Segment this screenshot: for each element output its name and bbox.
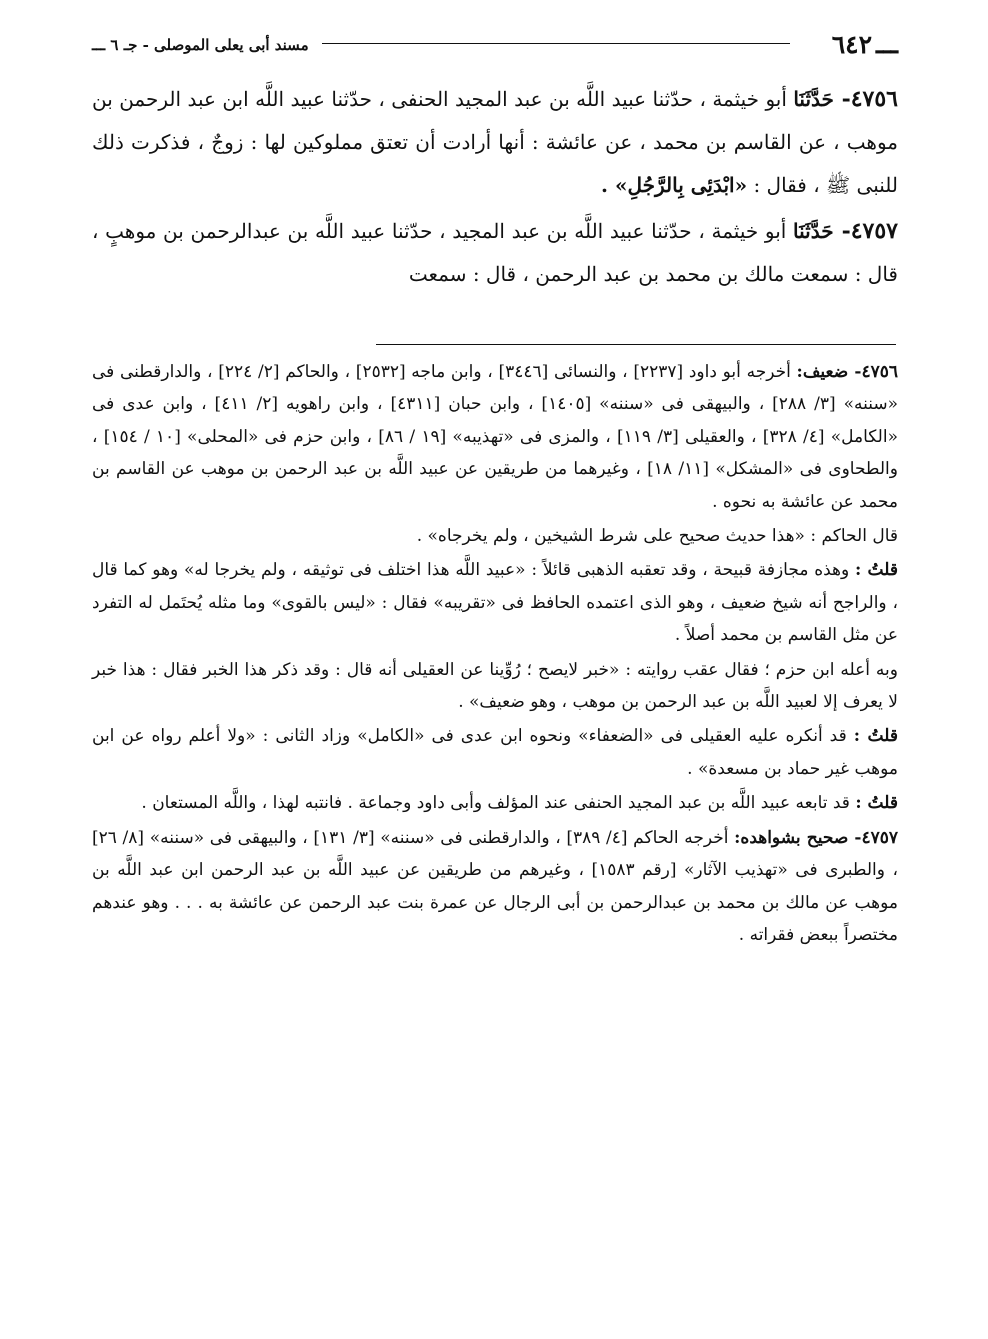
page-number-text: ٦٤٢ xyxy=(831,30,873,59)
note-grade: ٤٧٥٧- صحيح بشواهده: xyxy=(734,827,899,848)
note-qultu-3: قلتُ : قد تابعه عبيد اللَّه بن عبد المجيد الحنفى عند المؤلف وأبى داود وجماعة . فانتبه لهذا ، واللَّه المستعان . xyxy=(141,793,898,814)
note-qultu-2: قلتُ : قد أنكره عليه العقيلى فى «الضعفاء» ونحوه ابن عدى فى «الكامل» وزاد الثانى : «ولا أعلم رواه عن ابن موهب غير حماد بن مسعدة» . xyxy=(92,726,898,779)
note-text: أخرجه أبو داود [٢٢٣٧] ، والنسائى [٣٤٤٦] ، وابن ماجه [٢٥٣٢] ، والحاكم [٢/ ٢٢٤] ، والدارقطنى فى «سننه» [٣/ ٢٨٨] ، والبيهقى فى «سننه» [١٤٠٥] ، وابن حبان [٤٣١١] ، وابن راهويه [٢/ ٤١١] ، وابن عدى فى «الكامل» [٤/ ٣٢٨] ، والعقيلى [٣/ ١١٩] ، والمزى فى «تهذيبه» [١٩ / ٨٦] ، وابن حزم فى «المحلى» [١٠ / ١٥٤] ، والطحاوى فى «المشكل» [١١/ ١٨] ، وغيرهما من طريقين عن عبيد اللَّه بن عبد الرحمن بن موهب عن القاسم بن محمد عن عائشة به نحوه . xyxy=(92,362,899,512)
haddathana: حَدَّثَنَا xyxy=(793,219,834,243)
hadith-4757: ٤٧٥٧- حَدَّثَنَا أبو خيثمة ، حدّثنا عبيد اللَّه بن عبد المجيد ، حدّثنا عبيد اللَّه بن عبدالرحمن بن موهبٍ ، قال : سمعت مالك بن محمد بن عبد الرحمن ، قال : سمعت xyxy=(92,218,898,286)
haddathana: حَدَّثَنَا xyxy=(793,87,834,111)
page-number: ـــ٦٤٢ xyxy=(831,30,898,59)
qultu-label: قلتُ : xyxy=(854,560,898,581)
note-4757 xyxy=(92,822,898,952)
qultu-label: قلتُ : xyxy=(855,793,898,814)
hadith-number: ٤٧٥٦ xyxy=(850,86,898,112)
note-text: أخرجه الحاكم [٤/ ٣٨٩] ، والدارقطنى فى «سننه» [٣/ ١٣١] ، والبيهقى فى «سننه» [٨/ ٢٦] ، والطبرى فى «تهذيب الآثار» [رقم ١٥٨٣] ، وغيرهم من طريقين عن عبيد اللَّه بن عبد الرحمن ابن عبد اللَّه بن موهب عن مالك بن محمد بن عبدالرحمن بن أبى الرجال عن عمرة بنت عبد الرحمن عن عائشة به . . . وهو عندهم مختصراً ببعض فقراته . xyxy=(92,827,898,945)
qultu-label: قلتُ : xyxy=(853,726,898,747)
note-ibn-hazm: وبه أعله ابن حزم ؛ فقال عقب روايته : «خبر لايصح ؛ رُوِّينا عن العقيلى أنه قال : وقد ذكر هذا الخبر فقال : هذا خبر لا يعرف إلا لعبيد اللَّه بن عبد الرحمن بن موهب ، وهو ضعيف» . xyxy=(92,659,898,713)
header-rule xyxy=(322,43,790,44)
hadith-text: أبو خيثمة ، حدّثنا عبيد اللَّه بن عبد المجيد ، حدّثنا عبيد اللَّه بن عبدالرحمن بن موهبٍ ، قال : سمعت مالك بن محمد بن عبد الرحمن ، قال : سمعت xyxy=(92,219,898,286)
main-text xyxy=(92,78,898,299)
running-title: مسند أبى يعلى الموصلى - جـ ٦ ـــ xyxy=(92,36,309,54)
hadith-text: أبو خيثمة ، حدّثنا عبيد اللَّه بن عبد المجيد الحنفى ، حدّثنا عبيد اللَّه ابن عبد الرحمن بن موهب ، عن القاسم بن محمد ، عن عائشة : أنها أرادت أن تعتق مملوكين لها : زوجٌ ، فذكرت ذلك للنبى ﷺ ، فقال : xyxy=(92,87,898,197)
note-qultu-1: قلتُ : وهذه مجازفة قبيحة ، وقد تعقبه الذهبى قائلاً : «عبيد اللَّه هذا اختلف فى توثيقه ، ولم يخرجا له» وهو كما قال ، والراجح أنه شيخ ضعيف ، وهو الذى اعتمده الحافظ فى «تقريبه» فقال : «ليس بالقوى» وما مثله يُحتَمل له التفرد عن مثل القاسم بن محمد أصلاً . xyxy=(92,560,898,646)
note-grade: ٤٧٥٦- ضعيف: xyxy=(796,362,898,382)
page-header xyxy=(92,28,898,68)
note-4756 xyxy=(92,356,898,518)
footnotes xyxy=(92,356,898,953)
footnote-separator xyxy=(376,344,896,345)
hadith-quote: «ابْدَئِى بِالرَّجُلِ» . xyxy=(601,173,748,197)
hadith-number: ٤٧٥٧ xyxy=(850,218,898,244)
note-hakim: قال الحاكم : «هذا حديث صحيح على شرط الشيخين ، ولم يخرجاه» . xyxy=(416,526,898,547)
hadith-4756: ٤٧٥٦- حَدَّثَنَا أبو خيثمة ، حدّثنا عبيد اللَّه بن عبد المجيد الحنفى ، حدّثنا عبيد اللَّه ابن عبد الرحمن بن موهب ، عن القاسم بن محمد ، عن عائشة : أنها أرادت أن تعتق مملوكين لها : زوجٌ ، فذكرت ذلك للنبى ﷺ ، فقال : «ابْدَئِى بِالرَّجُلِ» . xyxy=(92,86,898,197)
